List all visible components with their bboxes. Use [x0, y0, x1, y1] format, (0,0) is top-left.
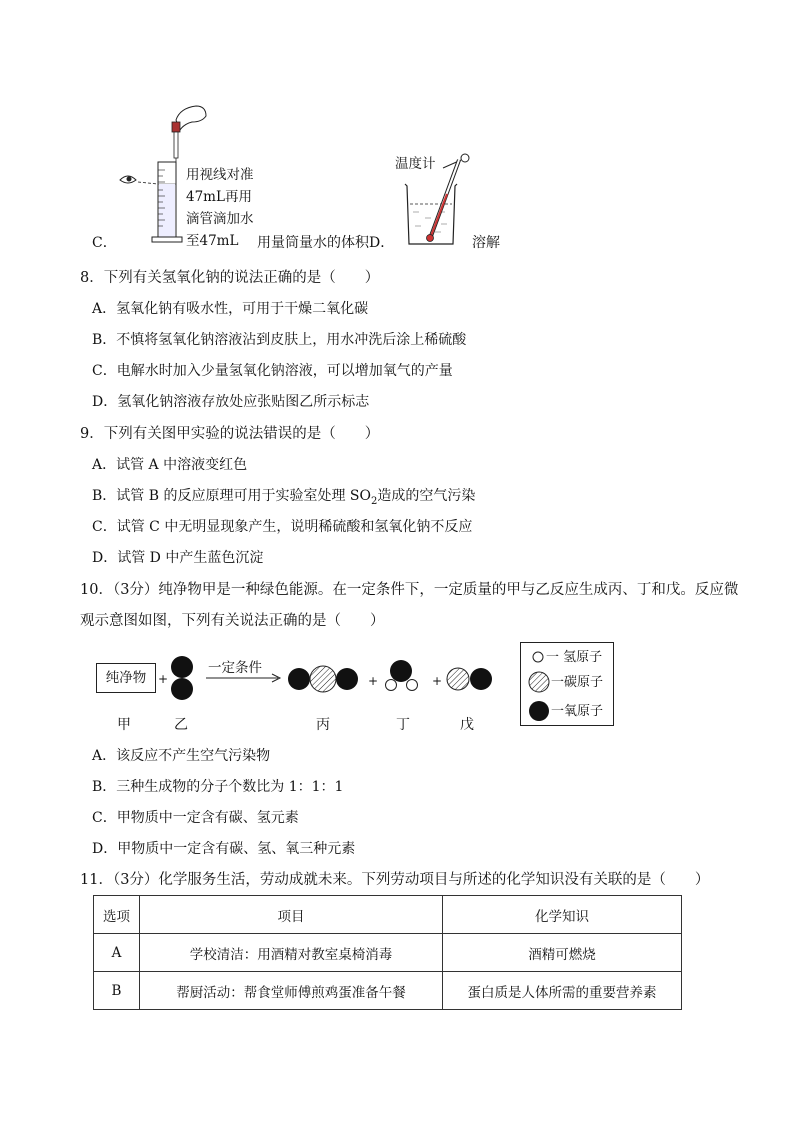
legend-carbon: 一碳原子 [551, 675, 604, 690]
oxygen-atom [171, 656, 193, 678]
option-c-caption: 用量筒量水的体积D． [257, 235, 395, 251]
oxygen-legend-icon [529, 701, 549, 721]
table-row [94, 972, 682, 1010]
q8-option-a: A．氢氧化钠有吸水性，可用于干燥二氧化碳 [92, 301, 369, 317]
question-11-stem: 11．（3分）化学服务生活，劳动成就未来。下列劳动项目与所述的化学知识没有关联的是（ ） [80, 872, 710, 888]
oxygen-atom [171, 678, 193, 700]
table-cell: 学校清洁：用酒精对教室桌椅消毒 [140, 934, 443, 972]
oxygen-atom [288, 668, 310, 690]
q10-option-b: B．三种生成物的分子个数比为 1：1：1 [92, 779, 344, 795]
label-wu: 戊 [460, 717, 474, 733]
label-jia: 甲 [117, 717, 131, 733]
table-header: 化学知识 [443, 896, 682, 934]
label-bing: 丙 [316, 717, 330, 733]
carbon-atom [447, 668, 469, 690]
table-cell: 蛋白质是人体所需的重要营养素 [443, 972, 682, 1010]
plus-sign: + [432, 674, 443, 688]
pure-substance-box: 纯净物 [96, 663, 156, 693]
table-cell: A [94, 934, 140, 972]
condition-label: 一定条件 [208, 660, 262, 676]
label-yi: 乙 [174, 717, 188, 733]
plus-sign: + [158, 672, 169, 686]
q9-option-c: C．试管 C 中无明显现象产生，说明稀硫酸和氢氧化钠不反应 [92, 519, 473, 535]
question-9-stem: 9．下列有关图甲实验的说法错误的是（ ） [80, 426, 380, 442]
reaction-diagram [160, 645, 500, 705]
table-row [94, 934, 682, 972]
q10-option-d: D．甲物质中一定含有碳、氢、氧三种元素 [92, 841, 356, 857]
oxygen-atom [336, 668, 358, 690]
q8-option-d: D．氢氧化钠溶液存放处应张贴图乙所示标志 [92, 394, 370, 410]
oxygen-atom [390, 660, 412, 682]
legend-oxygen: 一氧原子 [551, 704, 604, 719]
option-c-letter: C． [92, 235, 117, 251]
q9-option-b: B．试管 B 的反应原理可用于实验室处理 $SO_2$造成的空气污染 [92, 488, 476, 507]
atom-legend [520, 642, 614, 726]
question-10-stem-line1: 10．（3分）纯净物甲是一种绿色能源。在一定条件下，一定质量的甲与乙反应生成丙、丁和戊。反应微 [80, 582, 739, 598]
label-ding: 丁 [396, 717, 410, 733]
q8-option-b: B．不慎将氢氧化钠溶液沾到皮肤上，用水冲洗后涂上稀硫酸 [92, 332, 467, 348]
plus-sign: + [368, 674, 379, 688]
thermometer-label: 温度计 [395, 156, 436, 172]
table-cell: 帮厨活动：帮食堂师傅煎鸡蛋准备午餐 [140, 972, 443, 1010]
hydrogen-atom [386, 680, 397, 691]
q10-option-a: A．该反应不产生空气污染物 [92, 748, 271, 764]
option-d-caption: 溶解 [472, 235, 500, 251]
carbon-atom [310, 666, 336, 692]
q11-table [93, 895, 682, 1010]
oxygen-atom [470, 668, 492, 690]
hydrogen-atom [407, 680, 418, 691]
table-header: 项目 [140, 896, 443, 934]
legend-hydrogen: 一 氢原子 [546, 650, 603, 665]
q9-option-d: D．试管 D 中产生蓝色沉淀 [92, 550, 264, 566]
hand-icon [176, 106, 206, 130]
table-cell: B [94, 972, 140, 1010]
table-header-row [94, 896, 682, 934]
carbon-legend-icon [529, 672, 549, 692]
question-10-stem-line2: 观示意图如图，下列有关说法正确的是（ ） [80, 613, 385, 629]
dissolve-figure [395, 148, 475, 252]
q10-option-c: C．甲物质中一定含有碳、氢元素 [92, 810, 299, 826]
cylinder-note: 用视线对准 47mL再用 滴管滴加水 至47mL [186, 167, 254, 249]
q9-option-a: A．试管 A 中溶液变红色 [92, 457, 248, 473]
table-header: 选项 [94, 896, 140, 934]
table-cell: 酒精可燃烧 [443, 934, 682, 972]
hydrogen-legend-icon [533, 652, 543, 662]
question-8-stem: 8．下列有关氢氧化钠的说法正确的是（ ） [80, 270, 380, 286]
q8-option-c: C．电解水时加入少量氢氧化钠溶液，可以增加氧气的产量 [92, 363, 453, 379]
